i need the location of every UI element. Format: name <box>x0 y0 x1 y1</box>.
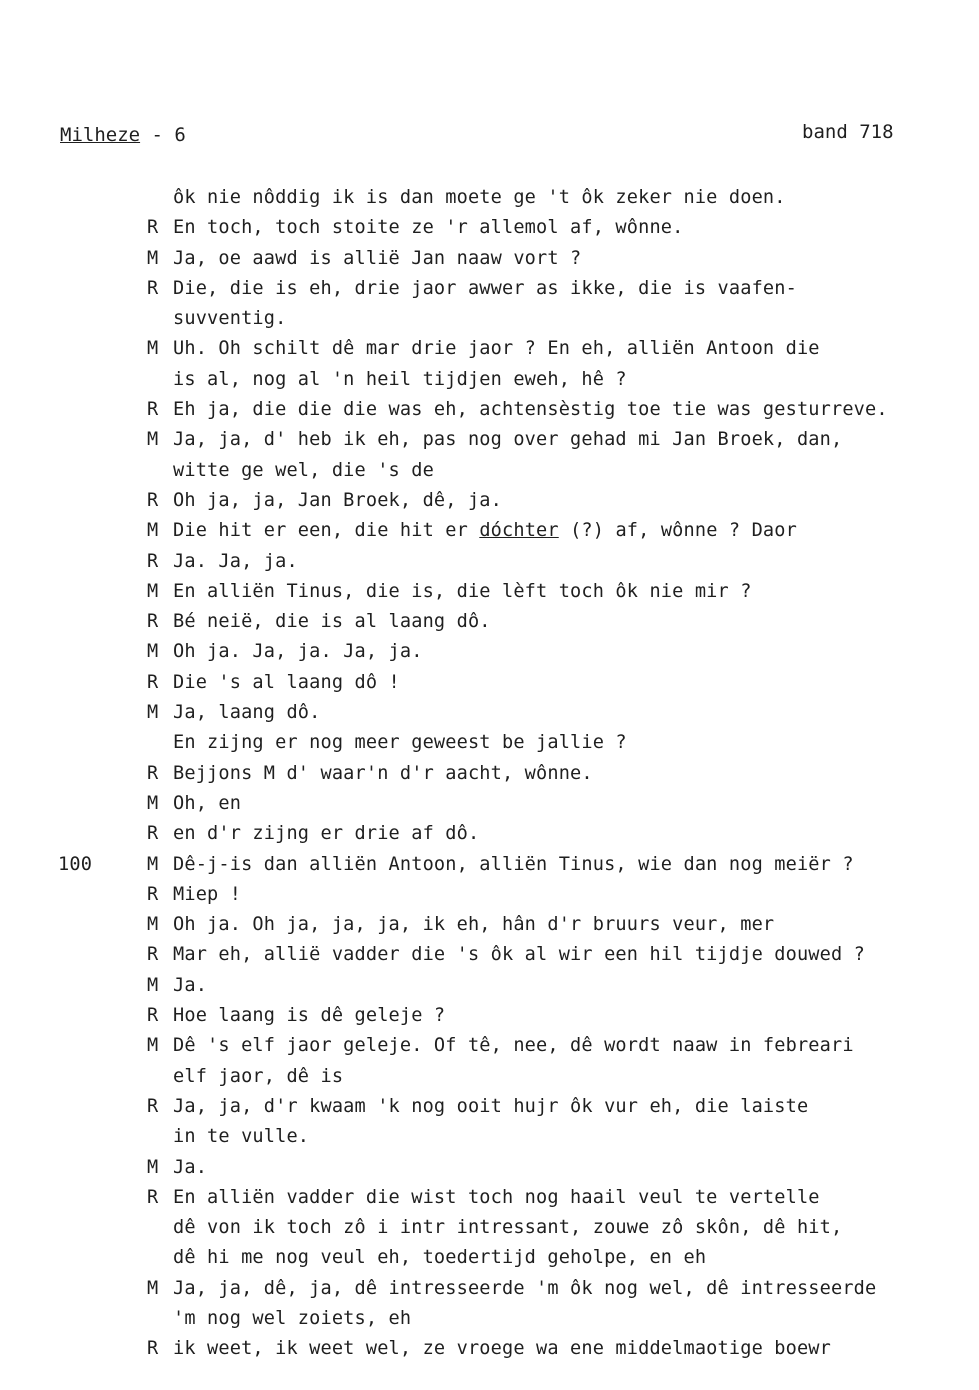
line-text <box>173 940 865 970</box>
line-text <box>173 486 502 516</box>
line-text <box>173 516 797 546</box>
line-text <box>173 728 627 758</box>
line-text-main: Ja, ja, d' heb ik eh, pas nog over gehad mi Jan Broek, dan, <box>173 429 843 451</box>
line-text-main: Dê-j-is dan alliën Antoon, alliën Tinus, wie dan nog meiër ? <box>173 853 854 875</box>
line-text-main: is al, nog al 'n heil tijdjen eweh, hê ? <box>173 368 627 390</box>
line-text-main: Eh ja, die die die was eh, achtensèstig toe tie was gesturreve. <box>173 399 888 421</box>
transcript-line <box>0 425 979 455</box>
line-text <box>173 1243 706 1273</box>
line-text <box>173 395 888 425</box>
speaker-label: M <box>147 1035 159 1057</box>
line-text-main: witte ge wel, die 's de <box>173 459 434 481</box>
line-text-main: Ja. Ja, ja. <box>173 550 298 572</box>
line-text-main: Ja. <box>173 1156 208 1178</box>
line-text <box>173 607 491 637</box>
line-text <box>173 547 298 577</box>
line-text-main: Bejjons M d' waar'n d'r aacht, wônne. <box>173 762 593 784</box>
transcript-line <box>0 1122 979 1152</box>
speaker-label: M <box>147 792 159 814</box>
speaker-label: M <box>147 702 159 724</box>
speaker-label: R <box>147 1005 159 1027</box>
transcript-line <box>0 213 979 243</box>
transcript-line <box>0 880 979 910</box>
transcript-line <box>0 971 979 1001</box>
speaker-label: M <box>147 1277 159 1299</box>
transcript-line <box>0 789 979 819</box>
line-text <box>173 577 752 607</box>
speaker-label: R <box>147 762 159 784</box>
speaker-label: M <box>147 641 159 663</box>
line-text <box>173 1213 842 1243</box>
line-text-main: Die hit er een, die hit er <box>173 520 480 542</box>
line-text <box>173 1122 309 1152</box>
line-text-main: Ja, oe aawd is allië Jan naaw vort ? <box>173 247 582 269</box>
speaker-label: R <box>147 823 159 845</box>
speaker-label: R <box>147 550 159 572</box>
transcript-line <box>0 668 979 698</box>
line-text-main: Dê 's elf jaor geleje. Of tê, nee, dê wordt naaw in febreari <box>173 1035 854 1057</box>
transcript-line <box>0 759 979 789</box>
transcript-line <box>0 577 979 607</box>
line-text-main: Ja, ja, dê, ja, dê intresseerde 'm ôk nog wel, dê intresseerde <box>173 1277 877 1299</box>
line-text <box>173 456 434 486</box>
line-text <box>173 1183 820 1213</box>
line-text <box>173 365 627 395</box>
line-text-main: Hoe laang is dê geleje ? <box>173 1005 446 1027</box>
transcript-line <box>0 1062 979 1092</box>
line-text-main: Oh ja. Oh ja, ja, ja, ik eh, hân d'r bruurs veur, mer <box>173 914 775 936</box>
line-text <box>173 1274 876 1304</box>
line-text-main: En alliën vadder die wist toch nog haail veul te vertelle <box>173 1186 820 1208</box>
speaker-label: M <box>147 429 159 451</box>
line-text-main: Die, die is eh, drie jaor awwer as ikke, die is vaafen- <box>173 277 797 299</box>
transcript-line <box>0 244 979 274</box>
line-text-main: en d'r zijng er drie af dô. <box>173 823 480 845</box>
line-text-main: En alliën Tinus, die is, die lèft toch ôk nie mir ? <box>173 580 752 602</box>
page-header-place <box>60 124 186 146</box>
line-text-main: Ja, ja, d'r kwaam 'k nog ooit hujr ôk vur eh, die laiste <box>173 1095 809 1117</box>
line-text <box>173 274 797 304</box>
transcript-line <box>0 1274 979 1304</box>
transcript-line <box>0 365 979 395</box>
speaker-label: R <box>147 883 159 905</box>
line-text-main: Oh ja. Ja, ja. Ja, ja. <box>173 641 423 663</box>
transcript-line <box>0 334 979 364</box>
transcript-line <box>0 395 979 425</box>
line-text <box>173 1304 411 1334</box>
place-name: Milheze <box>60 124 141 146</box>
line-text <box>173 1001 445 1031</box>
transcript-line <box>0 183 979 213</box>
transcript-line <box>0 910 979 940</box>
transcript-line <box>0 698 979 728</box>
line-text <box>173 183 786 213</box>
line-text <box>173 668 400 698</box>
speaker-label: R <box>147 1095 159 1117</box>
underlined-word: dóchter <box>479 520 559 542</box>
transcript-line <box>0 1243 979 1273</box>
transcript-line <box>0 486 979 516</box>
line-text-main: ôk nie nôddig ik is dan moete ge 't ôk zeker nie doen. <box>173 187 786 208</box>
line-text-main: Bé neië, die is al laang dô. <box>173 611 491 633</box>
line-text <box>173 1031 854 1061</box>
transcript-line <box>0 1334 979 1364</box>
transcript-line <box>0 819 979 849</box>
line-text-main: Uh. Oh schilt dê mar drie jaor ? En eh, alliën Antoon die <box>173 338 820 360</box>
speaker-label: R <box>147 1338 159 1360</box>
line-text-main: En toch, toch stoite ze 'r allemol af, wônne. <box>173 217 684 239</box>
line-text <box>173 244 581 274</box>
transcript-line <box>0 304 979 334</box>
transcript-line <box>0 547 979 577</box>
transcript-line <box>0 1153 979 1183</box>
line-text <box>173 1092 808 1122</box>
speaker-label: M <box>147 520 159 542</box>
speaker-label: M <box>147 580 159 602</box>
transcript-line <box>0 516 979 546</box>
transcript-line <box>0 274 979 304</box>
line-text-main: suvventig. <box>173 308 287 330</box>
line-text <box>173 850 854 880</box>
line-text <box>173 789 241 819</box>
speaker-label: M <box>147 853 159 875</box>
line-text <box>173 880 241 910</box>
line-text <box>173 334 820 364</box>
transcript-line <box>0 637 979 667</box>
line-text <box>173 1062 343 1092</box>
transcript-line <box>0 1092 979 1122</box>
line-text <box>173 819 479 849</box>
speaker-label: M <box>147 1156 159 1178</box>
line-text-main: dê hi me nog veul eh, toedertijd geholpe, en eh <box>173 1247 707 1269</box>
line-number: 100 <box>58 853 93 875</box>
line-text <box>173 213 684 243</box>
transcript-line <box>0 728 979 758</box>
line-text-main: Ja. <box>173 974 208 996</box>
speaker-label: R <box>147 277 159 299</box>
line-text <box>173 304 286 334</box>
line-text-main: Miep ! <box>173 883 242 905</box>
line-text-main: in te vulle. <box>173 1126 310 1148</box>
transcript-lines <box>0 183 979 1365</box>
speaker-label: M <box>147 914 159 936</box>
transcript-line <box>0 1001 979 1031</box>
line-text-main: ik weet, ik weet wel, ze vroege wa ene middelmaotige boewr <box>173 1338 831 1360</box>
transcript-line <box>0 1031 979 1061</box>
transcript-line <box>0 850 979 880</box>
line-text-main: Ja, laang dô. <box>173 702 321 724</box>
page-number: - 6 <box>151 124 186 146</box>
speaker-label: M <box>147 247 159 269</box>
line-text <box>173 971 207 1001</box>
line-text <box>173 637 423 667</box>
transcript-line <box>0 607 979 637</box>
speaker-label: R <box>147 671 159 693</box>
line-text-main: 'm nog wel zoiets, eh <box>173 1307 412 1329</box>
line-text-main: elf jaor, dê is <box>173 1065 344 1087</box>
line-text <box>173 1153 207 1183</box>
speaker-label: R <box>147 399 159 421</box>
line-text <box>173 759 593 789</box>
transcript-line <box>0 1304 979 1334</box>
line-text-main: Die 's al laang dô ! <box>173 671 400 693</box>
speaker-label: R <box>147 611 159 633</box>
transcript-line <box>0 940 979 970</box>
transcript-line <box>0 456 979 486</box>
line-text-main: Mar eh, allië vadder die 's ôk al wir een hil tijdje douwed ? <box>173 944 866 966</box>
transcript-line <box>0 1213 979 1243</box>
line-text-after: (?) af, wônne ? Daor <box>558 520 797 542</box>
speaker-label: M <box>147 974 159 996</box>
speaker-label: R <box>147 217 159 239</box>
band-label: band 718 <box>802 121 894 143</box>
line-text <box>173 1334 831 1364</box>
line-text <box>173 425 842 455</box>
line-text-main: Oh ja, ja, Jan Broek, dê, ja. <box>173 489 502 511</box>
speaker-label: R <box>147 1186 159 1208</box>
line-text <box>173 910 774 940</box>
line-text-main: En zijng er nog meer geweest be jallie ? <box>173 732 627 754</box>
transcript-line <box>0 1183 979 1213</box>
speaker-label: M <box>147 338 159 360</box>
speaker-label: R <box>147 944 159 966</box>
speaker-label: R <box>147 489 159 511</box>
line-text-main: dê von ik toch zô i intr intressant, zouwe zô skôn, dê hit, <box>173 1217 843 1239</box>
line-text <box>173 698 320 728</box>
line-text-main: Oh, en <box>173 792 242 814</box>
